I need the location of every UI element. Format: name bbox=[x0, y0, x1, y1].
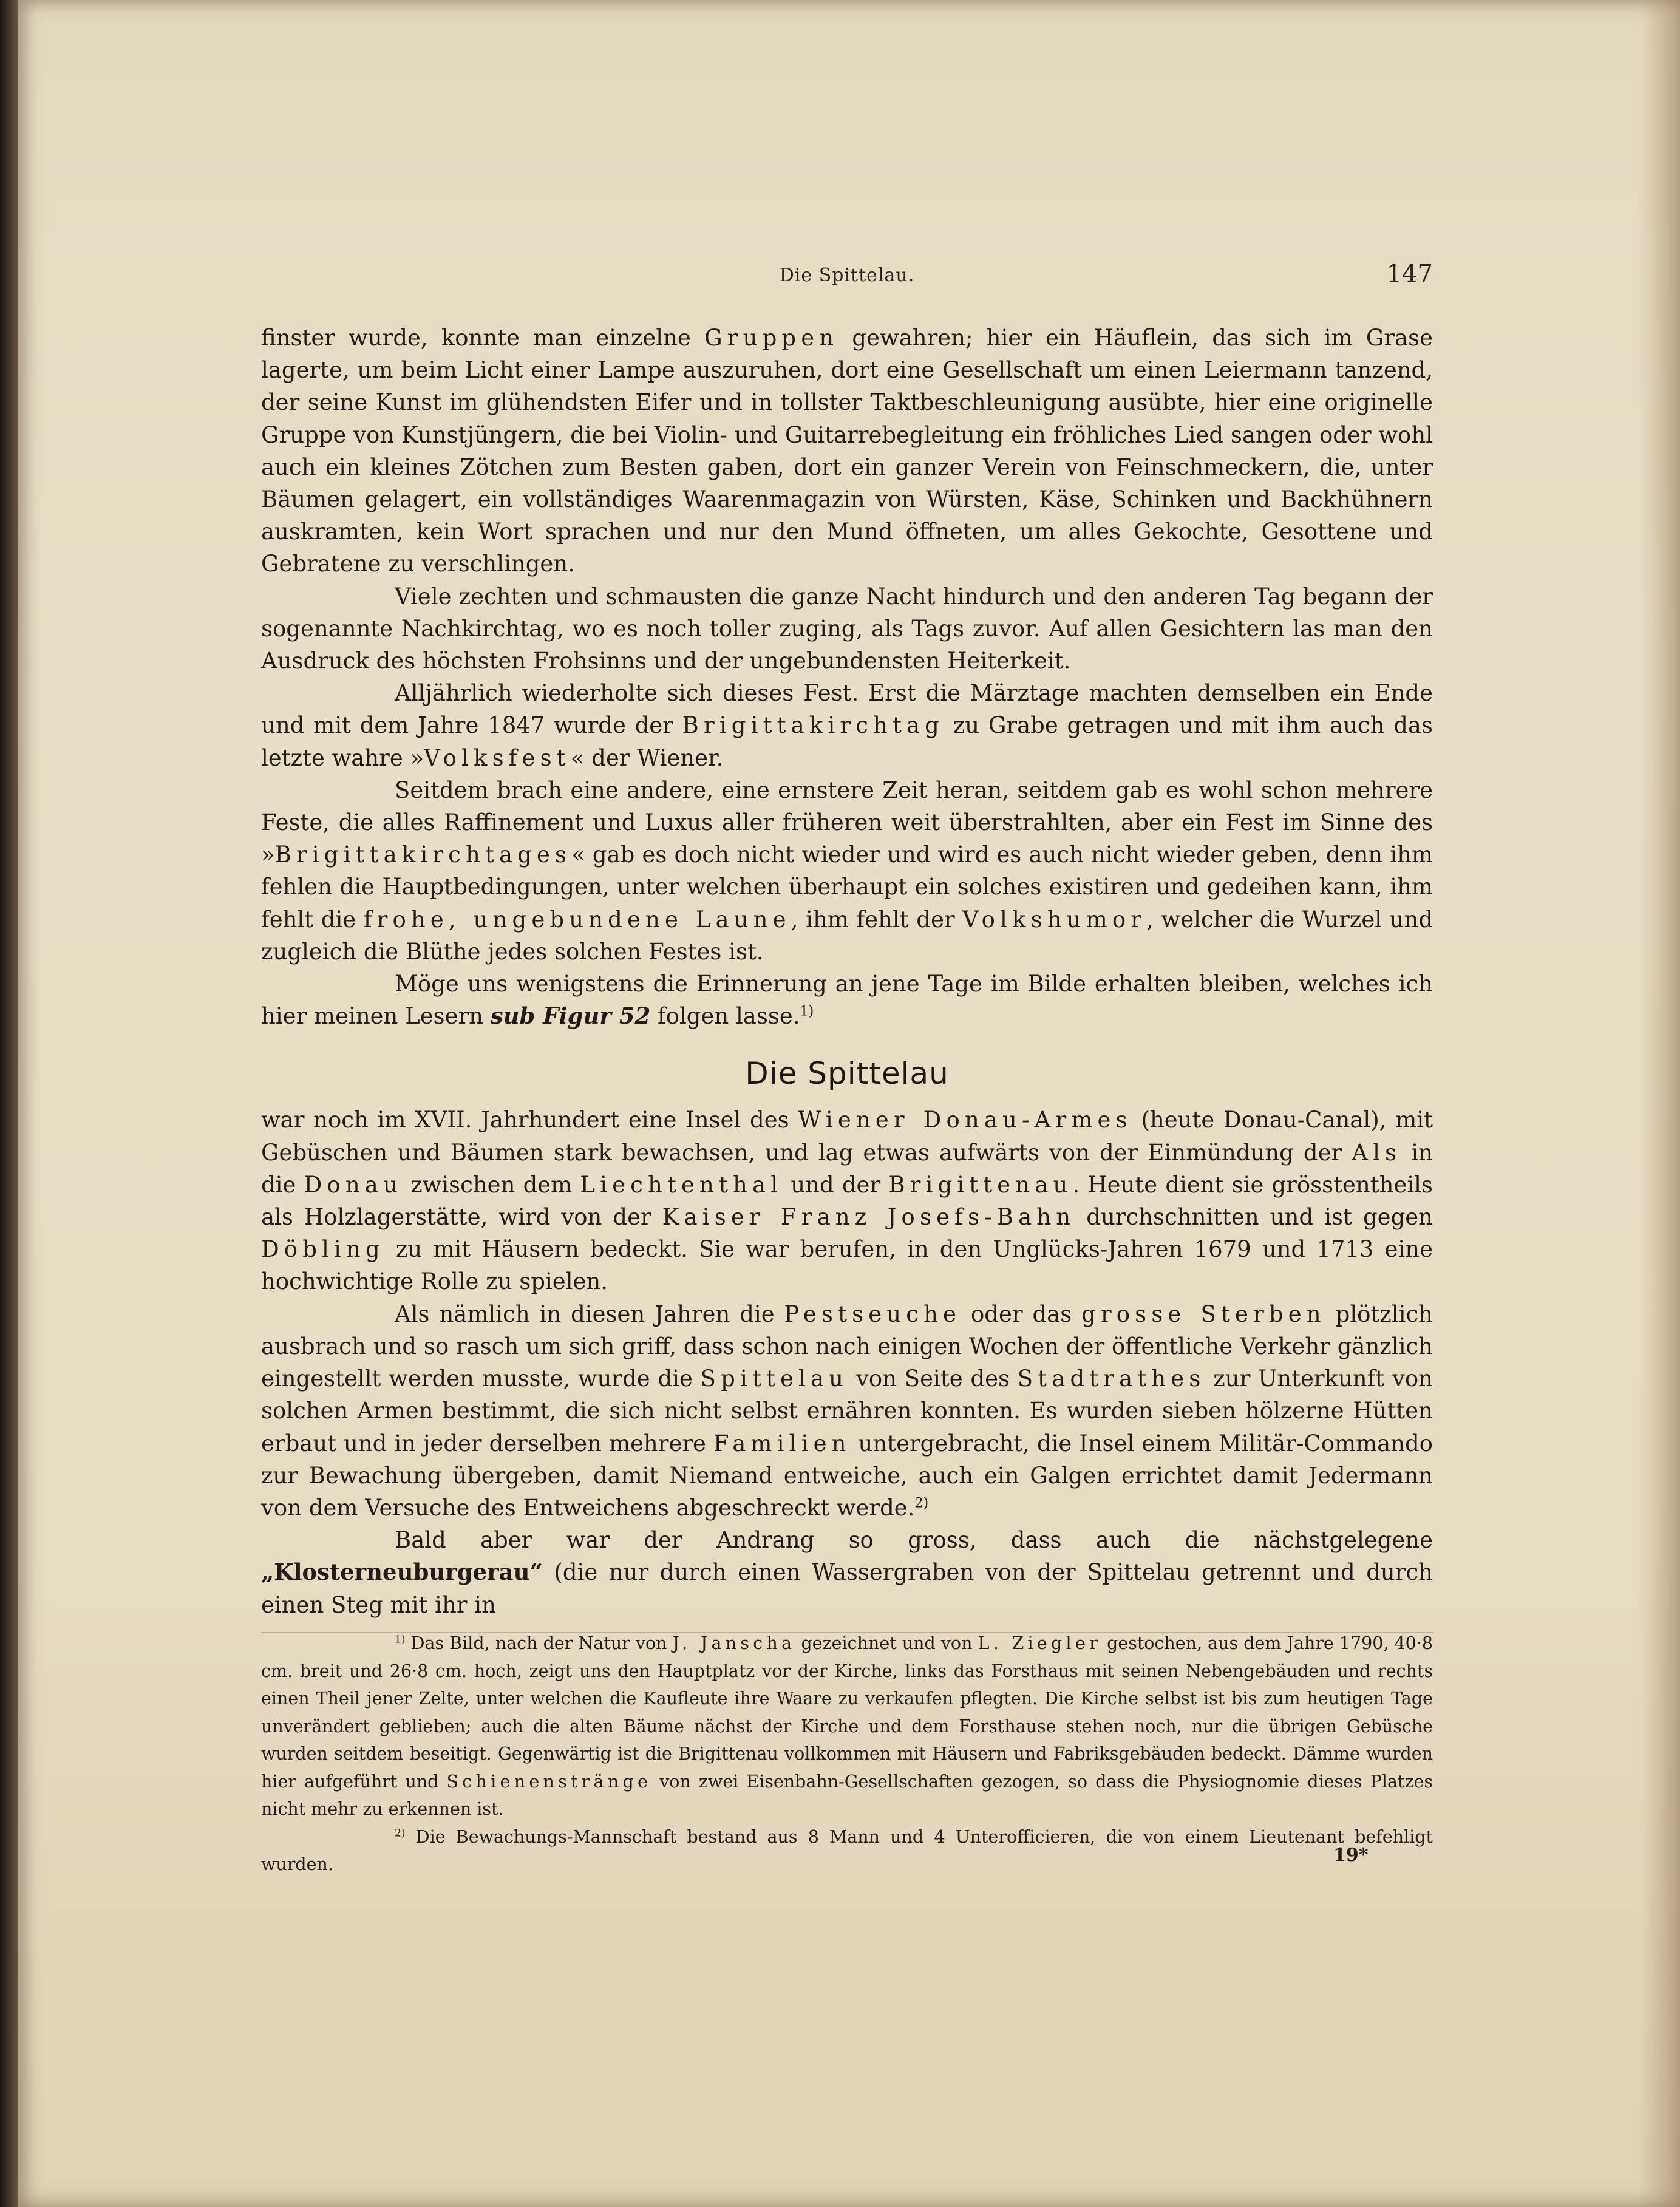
spaced-term: Familien bbox=[713, 1430, 851, 1457]
footnote-2: $^{2)}$ Die Bewachungs-Mannschaft bestand aus 8 Mann und 4 Unterofficieren, die von einem Lieutenant befehligt wurden. bbox=[261, 1826, 1433, 1874]
section-paragraph-1: war noch im XVII. Jahrhundert eine Insel des Wiener Donau-Armes (heute Donau-Canal), mit Gebüschen und Bäumen stark bewachsen, und lag etwas aufwärts von der Einmündung der Als in die Donau zwischen dem Liechtenthal und der Brigittenau. Heute dient sie grösstentheils als Holzlagerstätte, wird von der Kaiser Franz Josefs-Bahn durchschnitten und ist gegen Döbling zu mit Häusern bedeckt. Sie war berufen, in den Unglücks-Jahren 1679 und 1713 eine hochwichtige Rolle zu spielen. bbox=[261, 1107, 1433, 1295]
spaced-term: L. Ziegler bbox=[978, 1633, 1101, 1653]
footnote-ref-1: 1) bbox=[800, 1003, 814, 1019]
footnote-1: $^{1)}$ Das Bild, nach der Natur von J. Janscha gezeichnet und von L. Ziegler gestochen, aus dem Jahre 1790, 40·8 cm. breit und 26·8 cm. hoch, zeigt uns den Hauptplatz vor der Kirche, links das Forsthaus mit seinen Nebengebäuden und rechts einen Theil jener Zelte, unter welchen die Kaufleute ihre Waare zu verkaufen pflegten. Die Kirche selbst ist bis zum heutigen Tage unverändert geblieben; auch die alten Bäume nächst der Kirche und dem Forsthause stehen noch, nur die übrigen Gebüsche wurden seitdem beseitigt. Gegenwärtig ist die Brigittenau vollkommen mit Häusern und Fabriksgebäuden bedeckt. Dämme wurden hier aufgeführt und Schienenstränge von zwei Eisenbahn-Gesellschaften gezogen, so dass die Physiognomie dieses Platzes nicht mehr zu erkennen ist. bbox=[261, 1633, 1433, 1819]
section-paragraph-3: Bald aber war der Andrang so gross, dass auch die nächstgelegene „Klosterneuburgerau“ (die nur durch einen Wassergraben von der Spittelau getrennt und durch einen Steg mit ihr in bbox=[261, 1527, 1433, 1618]
spaced-term: Stadtrathes bbox=[1017, 1365, 1206, 1392]
paragraph-3: Alljährlich wiederholte sich dieses Fest. Erst die Märztage machten demselben ein Ende und mit dem Jahre 1847 wurde der Brigittakirchtag zu Grabe getragen und mit ihm auch das letzte wahre »Volksfest« der Wiener. bbox=[261, 680, 1433, 771]
printer-signature: 19* bbox=[1333, 1845, 1369, 1866]
spaced-term: Pestseuche bbox=[784, 1301, 962, 1327]
book-binding bbox=[0, 0, 18, 2207]
spaced-term: Donau bbox=[304, 1171, 403, 1198]
page-edge-shadow bbox=[1637, 0, 1680, 2207]
spaced-term: Wiener Donau-Armes bbox=[798, 1107, 1132, 1134]
footnotes bbox=[261, 1630, 1433, 1879]
body-text bbox=[261, 322, 1433, 1621]
spaced-term: Brigittakirchtag bbox=[682, 712, 945, 739]
spaced-term: Spittelau bbox=[700, 1365, 849, 1392]
spaced-term: Volkshumor bbox=[962, 906, 1147, 933]
spaced-term: Gruppen bbox=[704, 325, 839, 351]
footnote-mark-2: 2) bbox=[395, 1827, 406, 1839]
blackletter-term: „Klosterneuburgerau“ bbox=[261, 1559, 543, 1586]
spaced-term: grosse Sterben bbox=[1081, 1301, 1326, 1327]
footnote-mark-1: 1) bbox=[395, 1633, 406, 1646]
section-paragraph-2: Als nämlich in diesen Jahren die Pestseuche oder das grosse Sterben plötzlich ausbrach und so rasch um sich griff, dass schon nach einigen Wochen der öffentliche Verkehr gänzlich eingestellt werden musste, wurde die Spittelau von Seite des Stadtrathes zur Unterkunft von solchen Armen bestimmt, die sich nicht selbst ernähren konnten. Es wurden sieben hölzerne Hütten erbaut und in jeder derselben mehrere Familien untergebracht, die Insel einem Militär-Commando zur Bewachung übergeben, damit Niemand entweiche, auch ein Galgen errichtet damit Jedermann von dem Versuche des Entweichens abgeschreckt werde.$^{2)}$ bbox=[261, 1301, 1433, 1521]
spaced-term: Döbling bbox=[261, 1236, 385, 1263]
page-number: 147 bbox=[1386, 260, 1433, 288]
spaced-term: frohe, ungebundene Laune bbox=[363, 906, 791, 933]
paragraph-4: Seitdem brach eine andere, eine ernstere Zeit heran, seitdem gab es wohl schon mehrere Feste, die alles Raffinement und Luxus aller früheren weit überstrahlten, aber ein Fest im Sinne des »Brigittakirchtages« gab es doch nicht wieder und wird es auch nicht wieder geben, denn ihm fehlen die Hauptbedingungen, unter welchen überhaupt ein solches existiren und gedeihen kann, ihm fehlt die frohe, ungebundene Laune, ihm fehlt der Volkshumor, welcher die Wurzel und zugleich die Blüthe jedes solchen Festes ist. bbox=[261, 777, 1433, 965]
paragraph-5: Möge uns wenigstens die Erinnerung an jene Tage im Bilde erhalten bleiben, welches ich hier meinen Lesern sub Figur 52 folgen lasse.$^{1)}$ bbox=[261, 971, 1433, 1030]
spaced-term: Brigittenau bbox=[888, 1171, 1073, 1198]
running-head bbox=[261, 260, 1433, 296]
paragraph-2: Viele zechten und schmausten die ganze Nacht hindurch und den anderen Tag begann der sogenannte Nachkirchtag, wo es noch toller zuging, als Tags zuvor. Auf allen Gesichtern las man den Ausdruck des höchsten Frohsinns und der ungebundensten Heiterkeit. bbox=[261, 583, 1433, 675]
spaced-term: Liechtenthal bbox=[580, 1171, 783, 1198]
section-heading: Die Spittelau bbox=[745, 1056, 949, 1092]
spaced-term: Schienenstränge bbox=[446, 1771, 652, 1792]
spaced-term: Als bbox=[1352, 1139, 1402, 1166]
paragraph-1: finster wurde, konnte man einzelne Gruppen gewahren; hier ein Häuflein, das sich im Grase lagerte, um beim Licht einer Lampe auszuruhen, dort eine Gesellschaft um einen Leiermann tanzend, der seine Kunst im glühendsten Eifer und in tollster Taktbeschleunigung ausübte, hier eine originelle Gruppe von Kunstjüngern, die bei Violin- und Guitarrebegleitung ein fröhliches Lied sangen oder wohl auch ein kleines Zötchen zum Besten gaben, dort ein ganzer Verein von Feinschmeckern, die, unter Bäumen gelagert, ein vollständiges Waarenmagazin von Würsten, Käse, Schinken und Backhühnern auskramten, kein Wort sprachen und nur den Mund öffneten, um alles Gekochte, Gesottene und Gebratene zu verschlingen. bbox=[261, 325, 1433, 577]
spaced-term: J. Janscha bbox=[672, 1633, 796, 1653]
footnote-ref-2: 2) bbox=[914, 1495, 929, 1511]
running-title: Die Spittelau. bbox=[779, 265, 915, 286]
spaced-term: Brigittakirchtages bbox=[274, 842, 572, 868]
spaced-term: Volksfest bbox=[424, 744, 571, 771]
figure-reference: sub Figur 52 bbox=[490, 1002, 651, 1030]
spaced-term: Kaiser Franz Josefs-Bahn bbox=[662, 1204, 1076, 1231]
